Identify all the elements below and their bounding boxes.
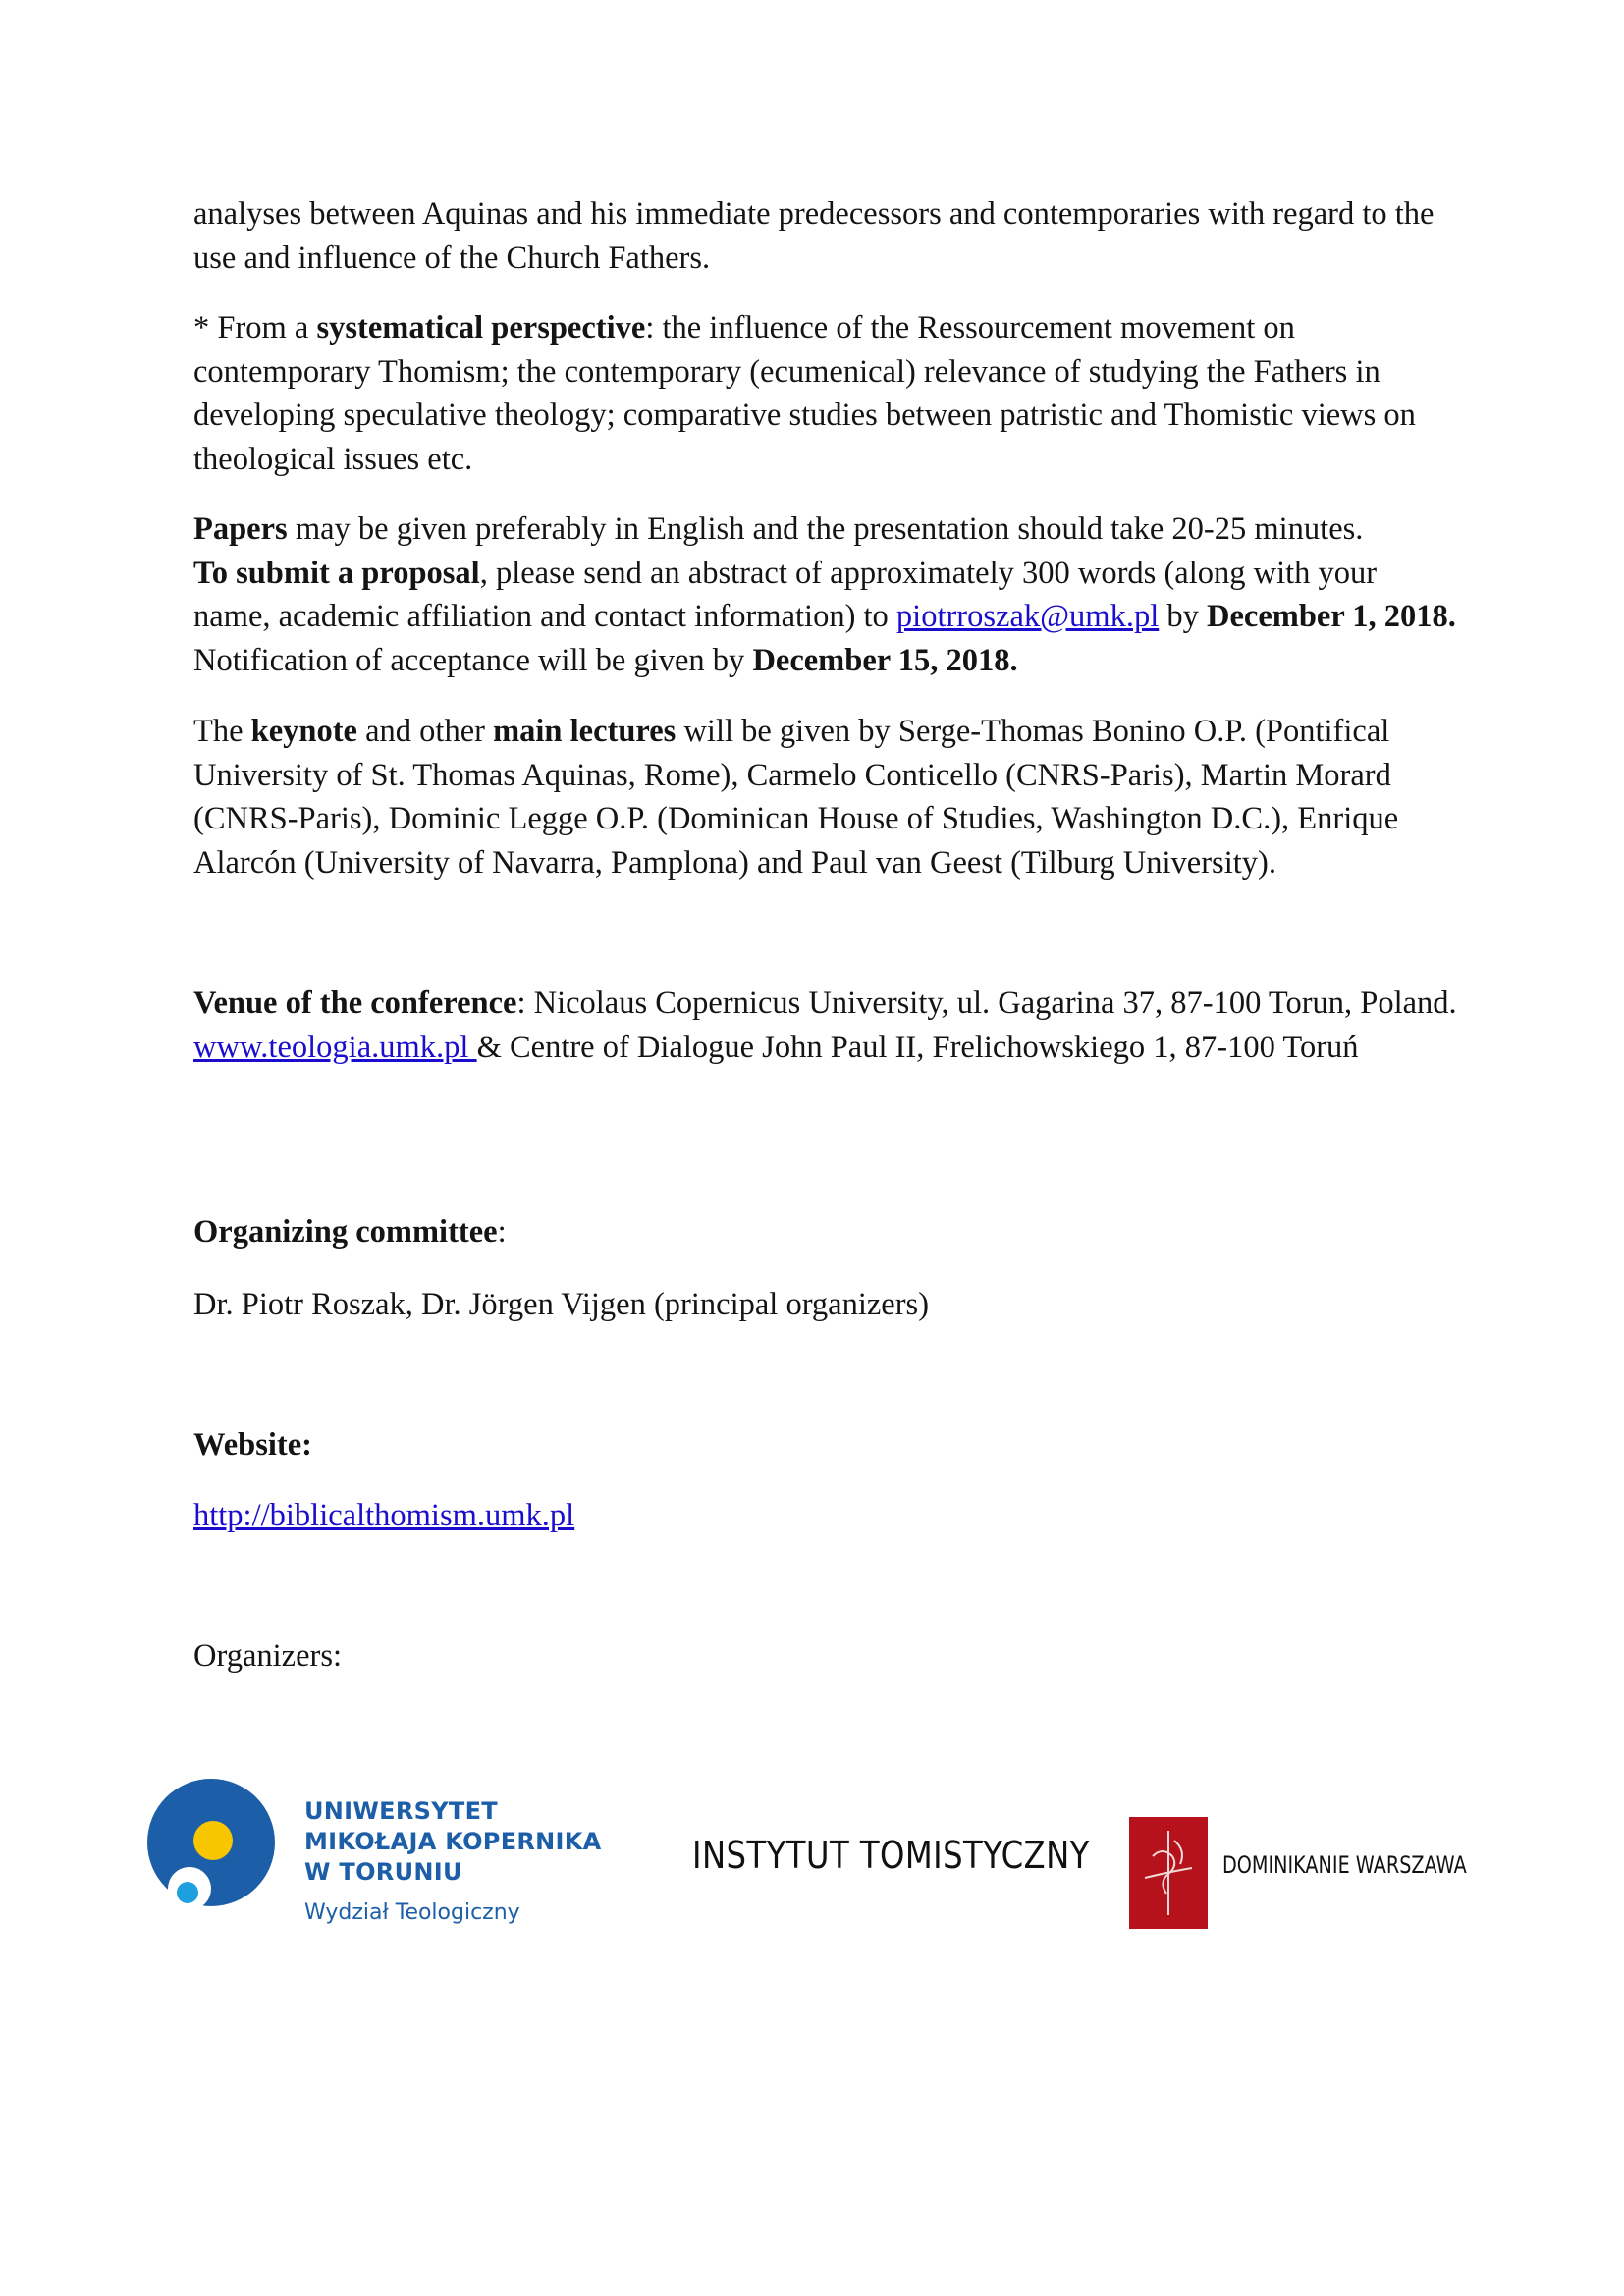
institute-logo-text: INSTYTUT TOMISTYCZNY [692, 1834, 1090, 1877]
paragraph-keynote [193, 710, 1460, 884]
committee-colon: : [497, 1214, 507, 1250]
paragraph-systematical [193, 306, 1460, 481]
dominicans-logo-text: DOMINIKANIE WARSZAWA [1222, 1851, 1467, 1879]
umk-name [304, 1796, 602, 1888]
paragraph-prefix: * From a [193, 310, 317, 346]
website-label: Website: [193, 1427, 312, 1463]
submit-text: , please send an abstract of approximately 300 words (along with your name, academic affiliation and contact information) to [193, 555, 1378, 634]
organizers-heading [193, 1634, 1460, 1679]
the-text: The [193, 714, 251, 749]
notification-text: Notification of acceptance will be given by [193, 642, 753, 678]
paragraph-text: : the influence of the Ressourcement movement on contemporary Thomism; the contemporary (ecumenical) relevance of studying the Fathers in developing speculative theology; comparative studies between patristic and Thomistic views on theological issues etc. [193, 310, 1416, 477]
dominican-logo-icon [1129, 1817, 1208, 1929]
bold-keynote: keynote [250, 714, 357, 749]
website-link[interactable]: http://biblicalthomism.umk.pl [193, 1498, 575, 1533]
bold-systematical-perspective: systematical perspective [316, 310, 646, 346]
notification-date: December 15, 2018. [752, 642, 1018, 678]
venue-text: : Nicolaus Copernicus University, ul. Gagarina 37, 87-100 Torun, Poland. [516, 986, 1457, 1021]
submission-deadline: December 1, 2018. [1207, 599, 1456, 634]
venue-label: Venue of the conference [193, 986, 517, 1021]
bold-papers: Papers [193, 511, 288, 547]
teologia-link[interactable]: www.teologia.umk.pl [193, 1029, 477, 1065]
committee-members [193, 1283, 1460, 1327]
committee-label: Organizing committee [193, 1214, 498, 1250]
paragraph-papers [193, 507, 1460, 682]
venue-text-2: & Centre of Dialogue John Paul II, Frelichowskiego 1, 87-100 Toruń [476, 1029, 1359, 1065]
umk-name-line-1: UNIWERSYTET [304, 1797, 498, 1825]
paragraph-venue [193, 982, 1460, 1069]
bold-main-lectures: main lectures [493, 714, 677, 749]
paragraph-text: analyses between Aquinas and his immediate predecessors and contemporaries with regard to the use and influence of the Church Fathers. [193, 196, 1435, 276]
organizers-label: Organizers: [193, 1638, 343, 1674]
papers-text: may be given preferably in English and the presentation should take 20-25 minutes. [287, 511, 1364, 547]
bold-submit-proposal: To submit a proposal [193, 555, 480, 591]
website-heading [193, 1423, 1460, 1468]
speakers-text: will be given by Serge-Thomas Bonino O.P. (Pontifical University of St. Thomas Aquinas, Rome), Carmelo Conticello (CNRS-Paris), Martin Morard (CNRS-Paris), Dominic Legge O.P. (Dominican House of Studies, Washington D.C.), Enrique Alarcón (University of Navarra, Pamplona) and Paul van Geest (Tilburg University). [193, 714, 1399, 881]
website-url [193, 1494, 1460, 1538]
umk-name-line-2: MIKOŁAJA KOPERNIKA [304, 1828, 602, 1855]
umk-faculty: Wydział Teologiczny [304, 1900, 520, 1925]
email-link[interactable]: piotrroszak@umk.pl [895, 599, 1160, 634]
by-text: by [1159, 599, 1207, 634]
committee-members-text: Dr. Piotr Roszak, Dr. Jörgen Vijgen (principal organizers) [193, 1287, 930, 1322]
committee-heading [193, 1210, 1460, 1255]
and-other-text: and other [356, 714, 494, 749]
umk-name-line-3: W TORUNIU [304, 1858, 462, 1886]
paragraph-analyses [193, 192, 1460, 280]
